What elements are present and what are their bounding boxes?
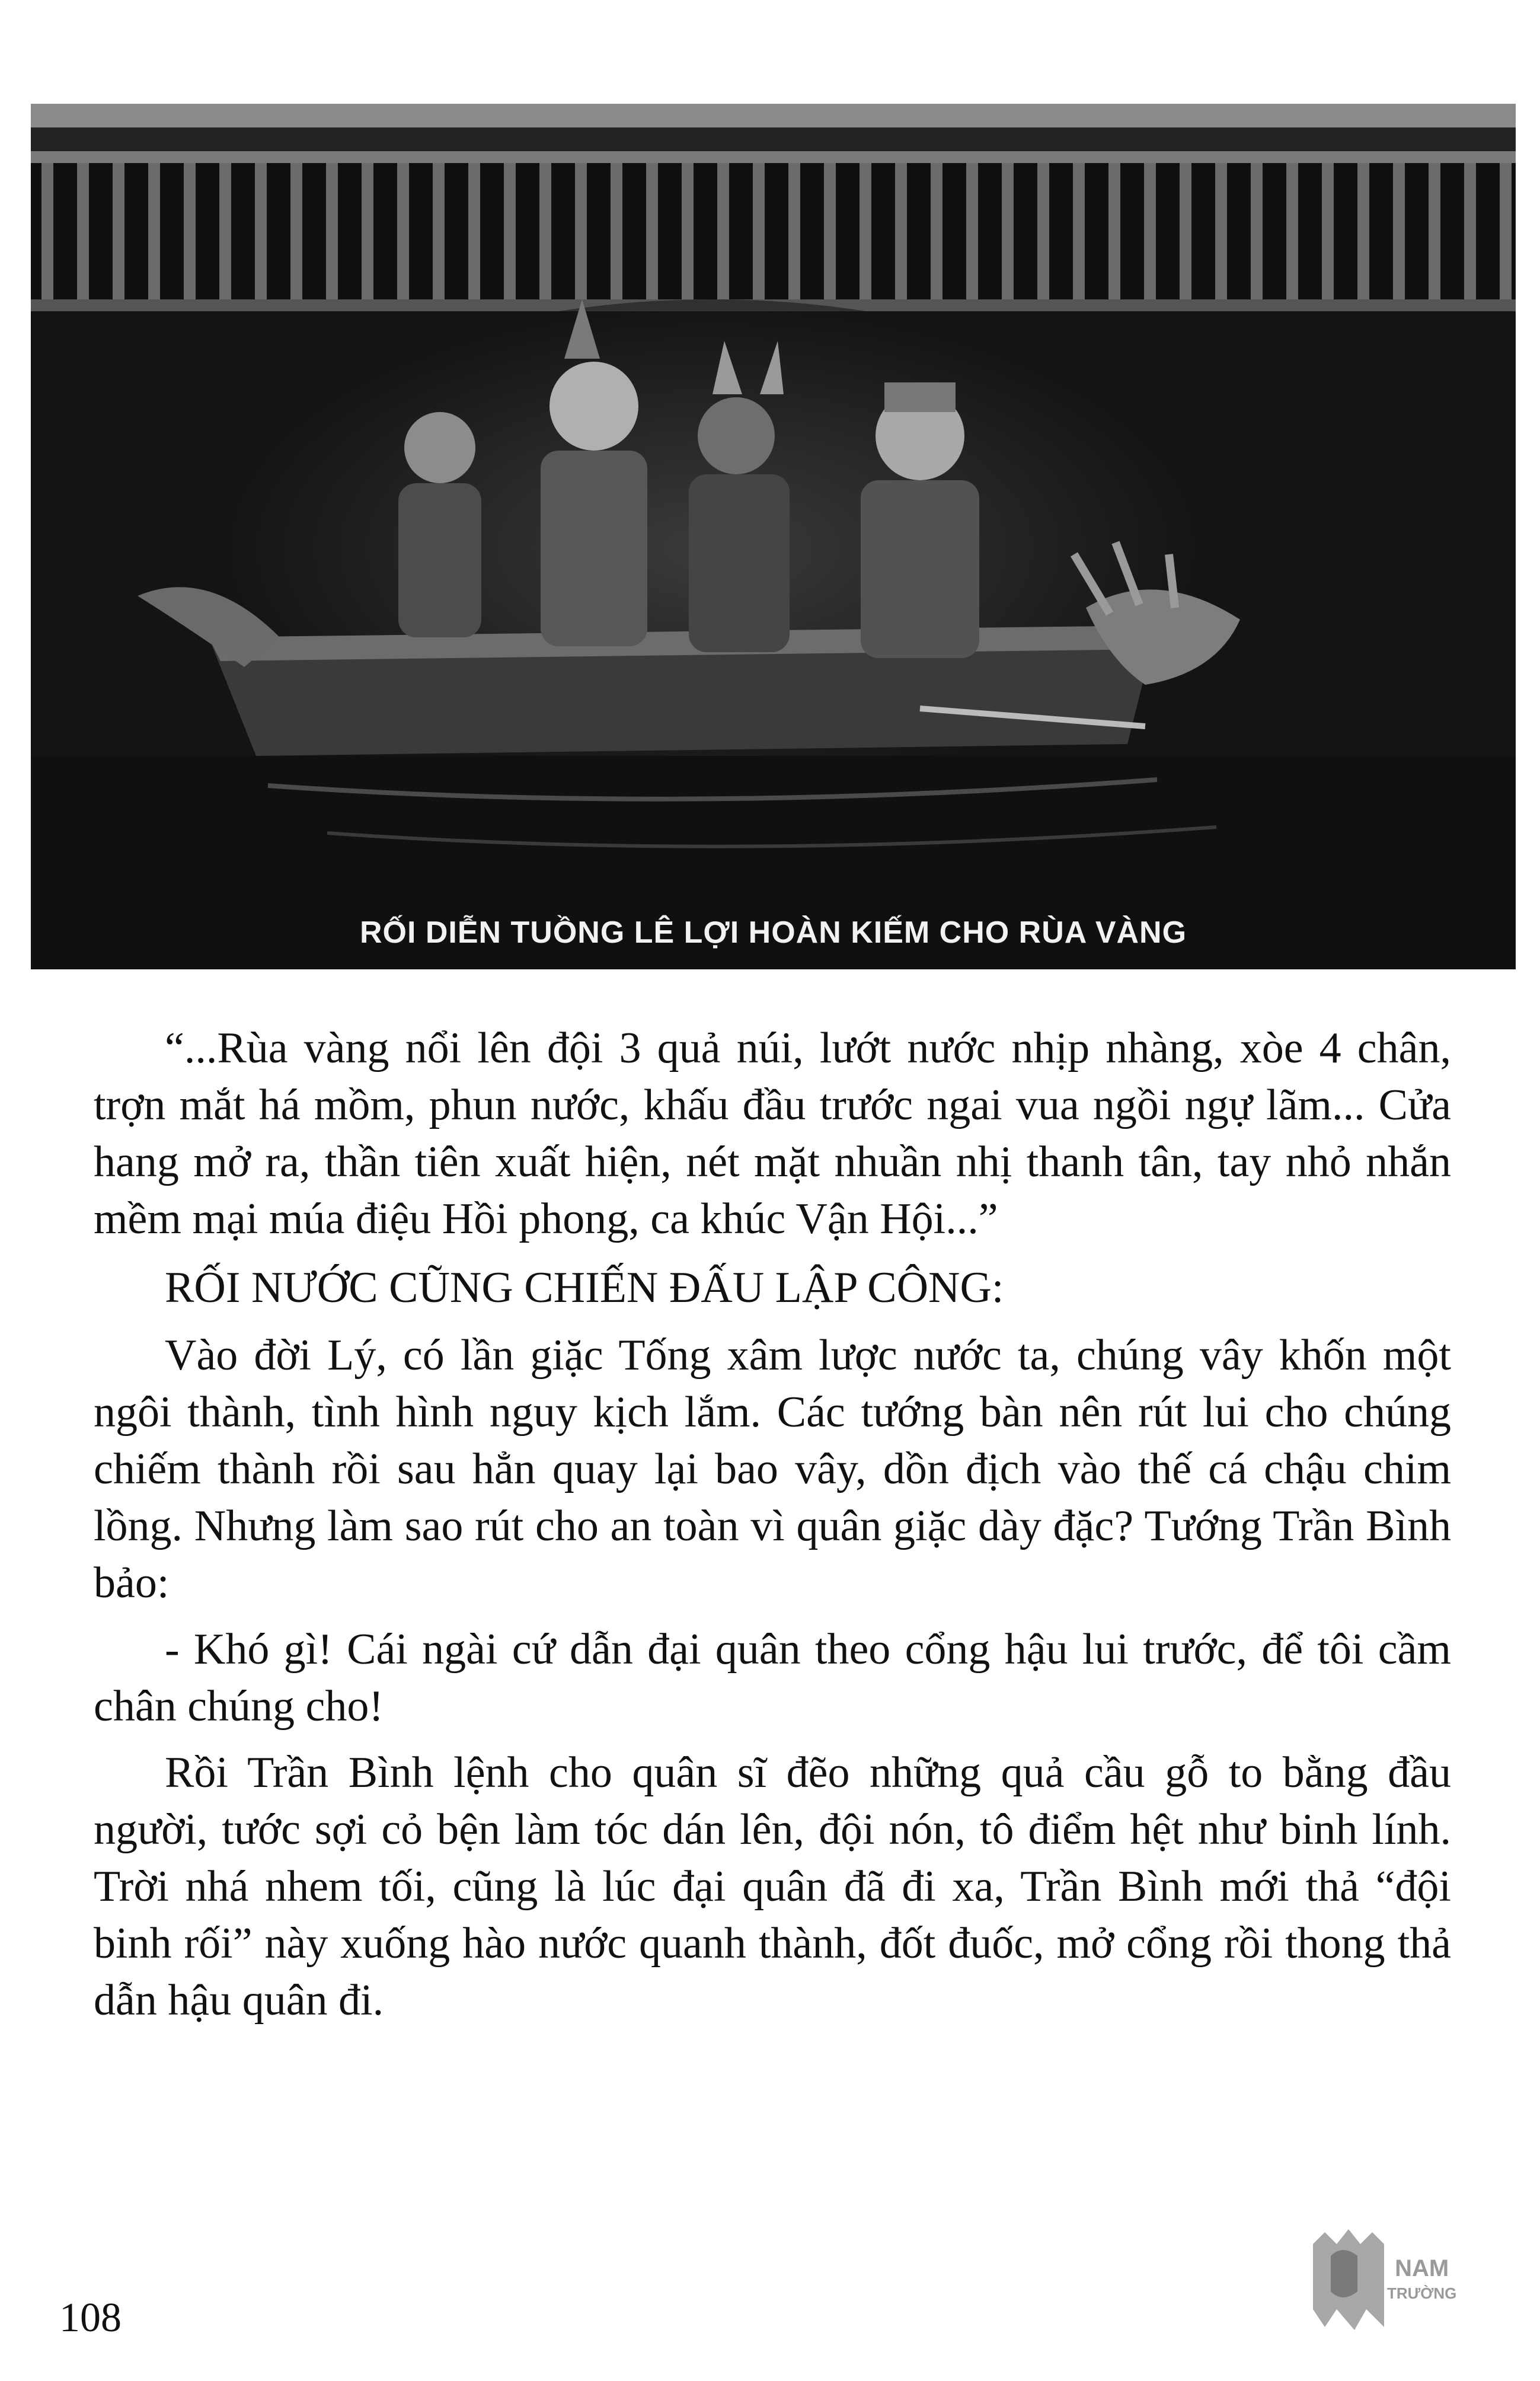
puppet-photo-image: [31, 104, 1516, 969]
logo-sub: TRƯỜNG: [1387, 2284, 1457, 2302]
body-text: [94, 1020, 1451, 2038]
paragraph-conclusion: Rồi Trần Bình lệnh cho quân sĩ đẽo những quả cầu gỗ to bằng đầu người, tước sợi cỏ bện làm tóc dán lên, đội nón, tô điểm hệt như binh lính. Trời nhá nhem tối, cũng là lúc đại quân đã đi xa, Trần Bình mới thả “đội binh rối” này xuống hào nước quanh thành, đốt đuốc, mở cổng rồi thong thả dẫn hậu quân đi.: [94, 1748, 1451, 2025]
paragraph-dialogue: - Khó gì! Cái ngài cứ dẫn đại quân theo cổng hậu lui trước, để tôi cầm chân chúng cho!: [94, 1625, 1451, 1731]
publisher-logo: [1387, 2256, 1456, 2306]
section-heading: RỐI NƯỚC CŨNG CHIẾN ĐẤU LẬP CÔNG:: [165, 1263, 1004, 1312]
paragraph-quote: “...Rùa vàng nổi lên đội 3 quả núi, lướt nước nhịp nhàng, xòe 4 chân, trợn mắt há mồm, phun nước, khấu đầu trước ngai vua ngồi ngự lãm... Cửa hang mở ra, thần tiên xuất hiện, nét mặt nhuần nhị thanh tân, tay nhỏ nhắn mềm mại múa điệu Hồi phong, ca khúc Vận Hội...”: [94, 1024, 1451, 1243]
puppet-photo: [31, 104, 1516, 969]
photo-caption: RỐI DIỄN TUỒNG LÊ LỢI HOÀN KIẾM CHO RÙA VÀNG: [359, 915, 1187, 950]
page-number: 108: [59, 2295, 122, 2341]
paragraph-story: Vào đời Lý, có lần giặc Tống xâm lược nước ta, chúng vây khốn một ngôi thành, tình hình nguy kịch lắm. Các tướng bàn nên rút lui cho chúng chiếm thành rồi sau hẳn quay lại bao vây, dồn địch vào thế cá chậu chim lồng. Nhưng làm sao rút cho an toàn vì quân giặc dày đặc? Tướng Trần Bình bảo:: [94, 1331, 1451, 1607]
logo-name: NAM: [1395, 2255, 1449, 2281]
